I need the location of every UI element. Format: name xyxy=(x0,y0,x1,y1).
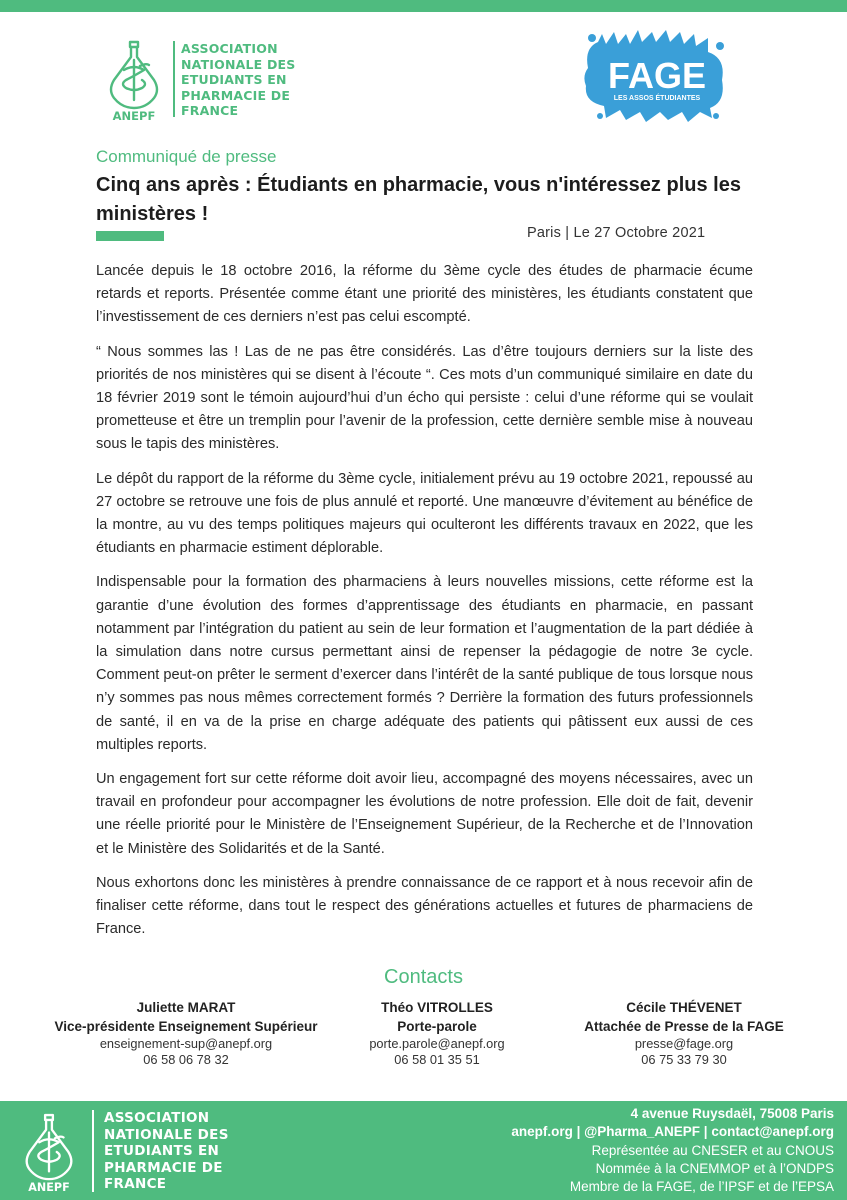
footer-info-line: Membre de la FAGE, de l’IPSF et de l’EPSA xyxy=(569,1179,834,1195)
caduceus-flask-icon xyxy=(16,1107,82,1195)
footer-name-line: ETUDIANTS EN xyxy=(104,1143,220,1159)
body-paragraph: Indispensable pour la formation des pharmaciens à leurs nouvelles missions, cette réforme est la garantie d’une évolution des formes d’apprentissage des étudiants en pharmacie, en passant notamment par l’intégration du patient au sein de leur formation et l’augmentation de la part dédiée à la simulation dans notre cursus permettant ainsi de repenser la pédagogie de notre 3e cycle. Comment peut-on prêter le serment d’exercer dans l’intérêt de la santé publique de tous lorsque nous n’y sommes pas nous mêmes correctement formés ? Derrière la formation des futurs professionnels de santé, il en va de la prise en charge adéquate des patients qui pâtissent eux aussi de ces multiples reports. xyxy=(96,574,753,753)
footer-info-line: Nommée à la CNEMMOP et à l’ONDPS xyxy=(595,1160,834,1176)
body-paragraph: Un engagement fort sur cette réforme doit avoir lieu, accompagné des moyens nécessaires, avec un travail en profondeur pour accompagner les évolutions de notre profession. Elle doit de fait, devenir une réelle priorité pour le Ministère de l’Enseignement Supérieur, de la Recherche et de l’Innovation et le Ministère des Solidarités et de la Santé. xyxy=(96,771,753,857)
footer-anepf-acronym: ANEPF xyxy=(28,1180,70,1194)
footer-info-line: Représentée au CNESER et au CNOUS xyxy=(591,1142,834,1158)
contact-role: Attachée de Presse de la FAGE xyxy=(584,1019,784,1034)
footer-name-line: ASSOCIATION xyxy=(104,1110,210,1126)
body-paragraph: Le dépôt du rapport de la réforme du 3ème cycle, initialement prévu au 19 octobre 2021, repoussé au 27 octobre se retrouve une fois de plus annulé et reporté. Une manœuvre d’évitement au bénéfice de la montre, au vu des temps politiques majeurs qui oculteront les différents travaux en 2022, que les étudiants en pharmacie estiment déplorable. xyxy=(96,470,753,557)
anepf-full-name xyxy=(181,41,295,119)
body-paragraph: Lancée depuis le 18 octobre 2016, la réforme du 3ème cycle des études de pharmacie écume retards et reports. Présentée comme étant une priorité des ministères, les étudiants constatent que l’investissement de ces derniers n’est pas celui escompté. xyxy=(96,263,753,326)
caduceus-flask-icon xyxy=(100,36,168,122)
footer-name-line: PHARMACIE DE xyxy=(104,1159,223,1176)
contact-name: Théo VITROLLES xyxy=(381,1000,493,1015)
anepf-name-line: NATIONALE DES xyxy=(181,56,296,72)
contact-email-link[interactable]: presse@fage.org xyxy=(634,1036,734,1051)
anepf-name-line: ETUDIANTS EN xyxy=(181,72,287,87)
contact-email-link[interactable]: porte.parole@anepf.org xyxy=(369,1036,505,1051)
press-release-kicker: Communiqué de presse xyxy=(96,147,277,166)
title-underline xyxy=(96,231,164,241)
footer-address: 4 avenue Ruysdaël, 75008 Paris xyxy=(630,1106,834,1121)
contact-email-link[interactable]: enseignement-sup@anepf.org xyxy=(99,1036,273,1051)
contact-phone: 06 75 33 79 30 xyxy=(641,1051,727,1067)
top-accent-bar xyxy=(0,0,847,12)
footer-divider xyxy=(92,1110,94,1192)
contacts-heading: Contacts xyxy=(384,966,463,988)
fage-logo[interactable] xyxy=(580,28,730,124)
contact-name: Cécile THÉVENET xyxy=(626,1000,742,1015)
logo-divider xyxy=(173,41,175,117)
dateline: Paris | Le 27 Octobre 2021 xyxy=(527,225,706,241)
footer-info xyxy=(511,1105,834,1196)
body-paragraph: “ Nous sommes las ! Las de ne pas être considérés. Las d’être toujours derniers sur la liste des priorités de nos ministères qui se disent à l’écoute “. Ces mots d’un communiqué similaire en date du 18 février 2019 sont le témoin aujourd’hui d’un écho qui persiste : celui d’une réforme qui se voulait prometteuse et être un tremplin pour l’avenir de la profession, cette dernière semble mise à nouveau sous le tapis des ministères. xyxy=(96,343,753,453)
contact-phone: 06 58 01 35 51 xyxy=(394,1051,480,1067)
contact-card xyxy=(330,998,544,1067)
contact-card xyxy=(36,998,336,1067)
contact-card xyxy=(554,998,814,1067)
body-paragraph: Nous exhortons donc les ministères à prendre connaissance de ce rapport et à nous recevoir afin de finaliser cette réforme, dans tout le respect des générations actuelles et futures de pharmaciens de France. xyxy=(96,874,753,938)
fage-tagline: LES ASSOS ÉTUDIANTES xyxy=(613,95,701,102)
anepf-name-line: PHARMACIE DE xyxy=(181,87,291,103)
anepf-logo[interactable] xyxy=(100,36,330,122)
footer-anepf-name xyxy=(104,1110,229,1193)
press-release-body xyxy=(96,260,753,952)
contact-role: Vice-présidente Enseignement Supérieur xyxy=(54,1019,318,1034)
fage-name: FAGE xyxy=(607,55,707,96)
page-title: Cinq ans après : Étudiants en pharmacie, vous n'intéressez plus les ministères ! xyxy=(96,174,741,225)
anepf-acronym: ANEPF xyxy=(112,109,156,122)
contact-name: Juliette MARAT xyxy=(136,1000,236,1015)
anepf-name-line: FRANCE xyxy=(181,103,239,118)
contact-role: Porte-parole xyxy=(397,1019,477,1034)
footer xyxy=(0,1101,847,1200)
anepf-name-line: ASSOCIATION xyxy=(181,41,278,56)
footer-name-line: NATIONALE DES xyxy=(104,1126,229,1143)
footer-links[interactable]: anepf.org | @Pharma_ANEPF | contact@anepf.org xyxy=(511,1124,834,1140)
contact-phone: 06 58 06 78 32 xyxy=(143,1051,229,1067)
footer-name-line: FRANCE xyxy=(104,1176,167,1192)
